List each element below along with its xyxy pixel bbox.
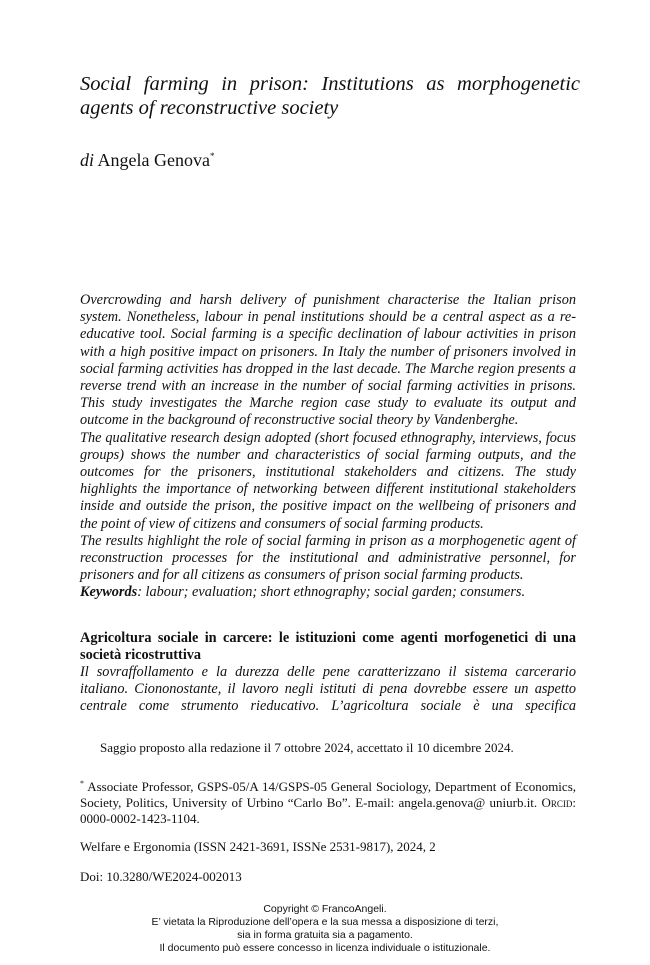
doi: Doi: 10.3280/WE2024-002013 xyxy=(80,869,242,884)
submission-note: Saggio proposto alla redazione il 7 ottobre 2024, accettato il 10 dicembre 2024. xyxy=(100,740,514,755)
copyright-line-1: Copyright © FrancoAngeli. xyxy=(263,903,387,915)
copyright-line-4: Il documento può essere concesso in licenza individuale o istituzionale. xyxy=(159,942,491,954)
author-line xyxy=(80,145,215,171)
footnote-mark: * xyxy=(80,779,84,788)
keywords-line xyxy=(80,584,576,601)
copyright-line-3: sia in forma gratuita sia a pagamento. xyxy=(237,929,413,941)
italian-title: Agricoltura sociale in carcere: le istituzioni come agenti morfogenetici di una società ricostruttiva xyxy=(80,630,576,664)
author-prefix: di xyxy=(80,150,95,170)
keywords-label: Keywords xyxy=(80,584,138,601)
copyright-notice xyxy=(0,903,650,955)
abstract-paragraph-3: The results highlight the role of social farming in prison as a morphogenetic agent of reconstruction processes for the institutional and administrative personnel, for prisoners and for all citizens as consumers of prison social farming products. xyxy=(80,532,576,584)
keywords-text: : labour; evaluation; short ethnography; social garden; consumers. xyxy=(137,584,526,601)
author-footnote xyxy=(80,776,576,827)
orcid-label: Orcid xyxy=(541,795,573,810)
abstract-paragraph-2: The qualitative research design adopted (short focused ethnography, interviews, focus groups) shows the number and characteristics of social farming outputs, and the outcomes for the prisoners, institutional stakeholders and citizens. The study highlights the importance of networking between different institutional stakeholders inside and outside the prison, the positive impact on the wellbeing of prisoners and the point of view of citizens and consumers of social farming products. xyxy=(80,429,576,532)
footnote-text: Associate Professor, GSPS-05/A 14/GSPS-05 General Sociology, Department of Economics, Society, Politics, University of Urbino “Carlo Bo”. E-mail: angela.genova@ uniurb.it. xyxy=(80,779,576,810)
orcid-value: : 0000-0002-1423-1104. xyxy=(80,795,576,826)
author-name: Angela Genova xyxy=(97,150,210,170)
italian-abstract-body: Il sovraffollamento e la durezza delle pene caratterizzano il sistema carcerario italiano. Ciononostante, il lavoro negli istituti di pena dovrebbe essere un aspetto centrale come strumento rieducativo. L’agricoltura sociale è una specifica xyxy=(80,664,576,715)
copyright-line-2: E’ vietata la Riproduzione dell’opera e la sua messa a disposizione di terzi, xyxy=(151,916,499,928)
english-abstract xyxy=(80,292,576,602)
journal-info: Welfare e Ergonomia (ISSN 2421-3691, ISSNe 2531-9817), 2024, 2 xyxy=(80,839,436,854)
article-title: Social farming in prison: Institutions as morphogenetic agents of reconstructive society xyxy=(80,73,580,119)
author-footnote-mark: * xyxy=(210,151,215,161)
abstract-paragraph-1: Overcrowding and harsh delivery of punishment characterise the Italian prison system. Nonetheless, labour in penal institutions should be a central aspect as a re-educative tool. Social farming is a specific declination of labour activities in prison with a high positive impact on prisoners. In Italy the number of prisoners involved in social farming activities has dropped in the last decade. The Marche region presents a reverse trend with an increase in the number of social farming activities in prisons. This study investigates the Marche region case study to evaluate its output and outcome in the background of reconstructive social theory by Vandenberghe. xyxy=(80,292,576,429)
